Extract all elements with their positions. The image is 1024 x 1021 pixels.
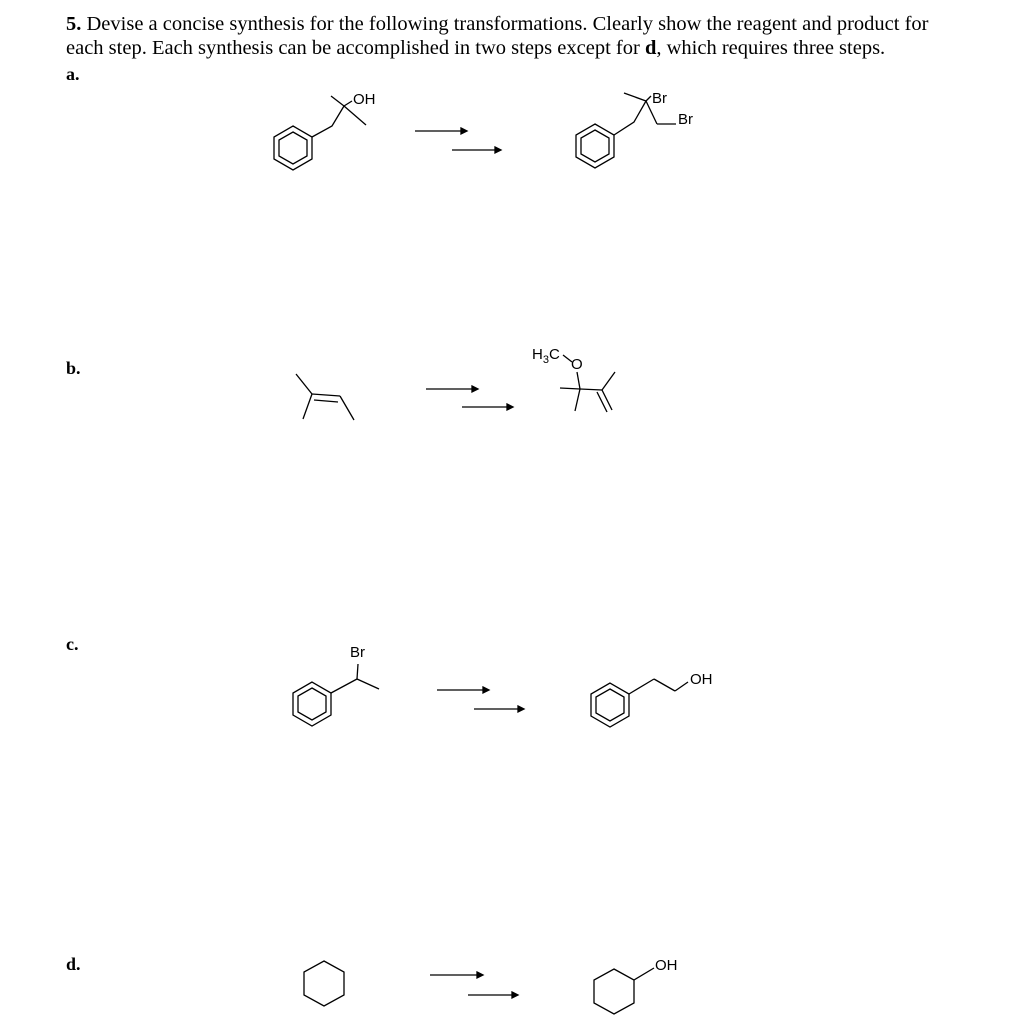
part-c-arrows	[437, 687, 524, 712]
question-body: Devise a concise synthesis for the following transformations. Clearly show the reagent and product for each step. Each synthesis can be accomplished in two steps except for	[66, 13, 929, 59]
part-a-br-label-2: Br	[678, 111, 693, 128]
part-b-h3c-label: $H_3C$	[532, 346, 560, 366]
part-b-product	[532, 346, 615, 412]
question-number: 5.	[66, 13, 82, 35]
question-bold-letter: d	[644, 37, 657, 59]
part-c-br-label: Br	[350, 644, 365, 661]
part-c-product	[591, 671, 713, 727]
part-c-starting-material	[293, 644, 379, 726]
part-d-label: d.	[66, 954, 81, 974]
part-b-o-label: O	[571, 356, 583, 373]
question-tail: , which requires three steps.	[656, 37, 886, 59]
part-d-arrows	[430, 972, 518, 998]
part-d-starting-material	[304, 961, 344, 1006]
part-b-arrows	[426, 386, 513, 410]
part-b-starting-material	[296, 374, 354, 420]
part-d-oh-label: OH	[655, 957, 678, 974]
part-a-arrows	[415, 128, 501, 153]
part-a-br-label-1: Br	[652, 90, 667, 107]
part-a-product	[576, 90, 693, 168]
part-b-label: b.	[66, 358, 81, 378]
part-d-product	[594, 957, 678, 1014]
part-a-label: a.	[66, 64, 80, 84]
part-a-starting-material	[274, 91, 376, 170]
part-c-oh-label: OH	[690, 671, 713, 688]
part-c-label: c.	[66, 634, 79, 654]
part-a-oh-label: OH	[353, 91, 376, 108]
